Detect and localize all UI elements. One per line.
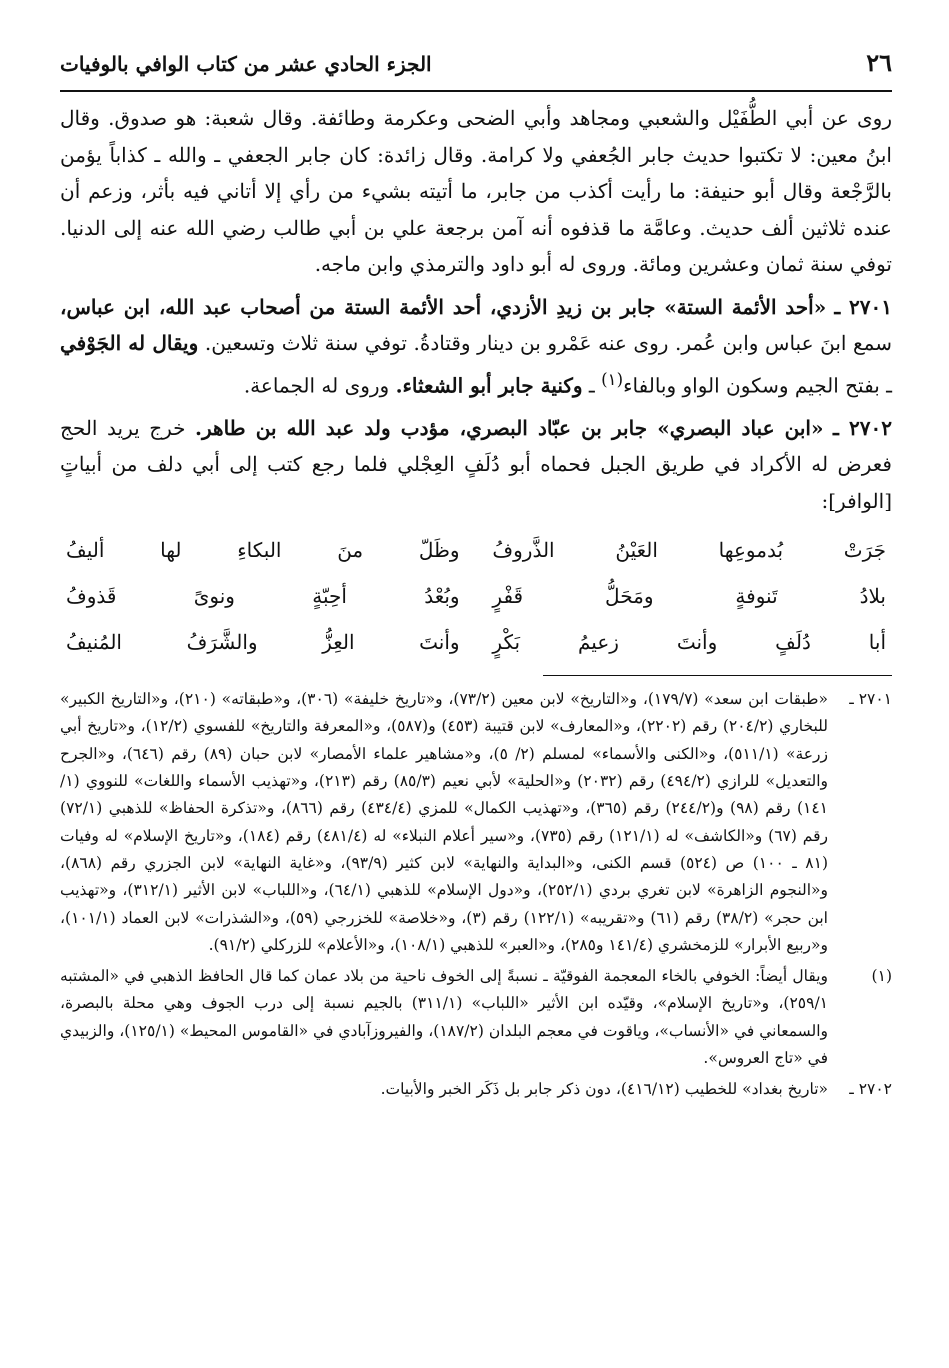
running-title: الجزء الحادي عشر من كتاب الوافي بالوفيات <box>60 52 432 76</box>
poem-verse <box>60 527 892 573</box>
footnote-text: «تاريخ بغداد» للخطيب (٤١٦/١٢)، دون ذكر جابر بل ذَكَر الخبر والأبيات. <box>380 1080 828 1099</box>
entry-2702 <box>60 410 892 520</box>
entry-text: ـ بفتح الجيم وسكون الواو وبالفاء <box>623 373 892 398</box>
book-page <box>60 48 892 1338</box>
poem-verse <box>60 573 892 619</box>
page-number: ٢٦ <box>866 48 892 77</box>
entry-text: سمع ابنَ عباس وابن عُمر. روى عنه عَمْرو بن دينار وقتادةُ. توفي سنة ثلاث وتسعين. <box>198 331 892 355</box>
entry-text: وروى له الجماعة. <box>243 373 396 398</box>
footnote-ref: ٢٧٠١ ـ <box>849 690 892 709</box>
footnote <box>60 686 892 959</box>
verse-first-half: بلادُ تَنوفةٍ ومَحَلُّ قَفْرٍ <box>492 584 886 609</box>
footnote-text: ويقال أيضاً: الخوفي بالخاء المعجمة الفوقيّة ـ نسبةً إلى الخوف ناحية من بلاد عمان كما قال الحافظ الذهبي في «المشتبه ٢٥٩/١)، و«تاريخ الإسلام»، وقيّده ابن الأثير «اللباب» (٣١١/١) بالجيم نسبة إلى درب الجوف وهي محلة بالبصرة، والسمعاني في «الأنساب»، وياقوت في معجم البلدان (١٨٧/٢)، والفيروزآبادي في «القاموس المحيط» (١٢٥/١)، والزبيدي في «تاج العروس». <box>60 967 828 1068</box>
footnote <box>60 963 892 1072</box>
entry-bold-phrase: وكنية جابر أبو الشعثاء. <box>395 373 583 398</box>
footnotes <box>60 686 892 1103</box>
footnote-ref: (١) <box>871 967 892 986</box>
intro-paragraph: روى عن أبي الطُّفَيْل والشعبي ومجاهد وأبي الضحى وعكرمة وطائفة. وقال شعبة: هو صدوق. وقال ابنُ معين: لا تكتبوا حديث جابر الجُعفي ولا كرامة. وقال زائدة: كان جابر الجعفي ـ والله ـ كذاباً يؤمن بالرَّجْعة وقال أبو حنيفة: ما رأيت أكذب من جابر، ما أتيته بشيء من رأي إلا أتاني فيه بأثر، وزعم أن عنده ثلاثين ألف حديث. وعامَّة ما قذفوه أنه آمن برجعة علي بن أبي طالب رضي الله عنه إلى الدنيا. توفي سنة ثمان وعشرين ومائة. وروى له أبو داود والترمذي وابن ماجه. <box>60 106 892 276</box>
page-header <box>60 48 892 92</box>
poem-verse <box>60 619 892 665</box>
footnote-marker[interactable]: (١) <box>601 369 624 389</box>
entry-number: ٢٧٠١ ـ <box>834 294 893 319</box>
verse-second-half: وأنتَ العِزُّ والشَّرَفُ المُنيفُ <box>66 630 460 655</box>
entry-title: «أحد الأئمة الستة» جابر بن زيدِ الأزدي، أحد الأئمة الستة من أصحاب عبد الله، ابن عباس، <box>60 294 827 319</box>
footnote-ref: ٢٧٠٢ ـ <box>849 1080 892 1099</box>
verse-first-half: جَرَتْ بُدموعِها العَيْنُ الذَّروفُ <box>492 538 886 563</box>
entry-number: ٢٧٠٢ ـ <box>833 415 892 440</box>
entry-2701 <box>60 289 892 404</box>
entry-text: خرج يريد الحج فعرض له الأكراد في طريق الجبل فحماه أبو دُلَفٍ العِجْلي فلما رجع كتب إلى أبي دلف من أبياتٍ [الوافر]: <box>60 415 892 513</box>
main-text <box>60 100 892 665</box>
entry-title: «ابن عباد البصري» جابر بن عبّاد البصري، مؤدب ولد عبد الله بن طاهر. <box>195 415 824 440</box>
verse-second-half: وظَلّ منَ البكاءِ لها أليفُ <box>66 538 460 563</box>
footnote-text: «طبقات ابن سعد» (١٧٩/٧)، و«التاريخ» لابن معين (٧٣/٢)، و«تاريخ خليفة» (٣٠٦)، و«طبقاته» (٢١٠)، و«التاريخ الكبير» للبخاري (٢٠٤/٢) رقم (٢٢٠٢)، و«المعارف» لابن قتيبة (٤٥٣) و(٥٨٧)، و«المعرفة والتاريخ» للفسوي (١٢/٢)، و«تاريخ أبي زرعة» (٥١١/١)، و«الكنى والأسماء» لمسلم (٢/ ٥)، و«مشاهير علماء الأمصار» لابن حبان (٨٩) رقم (٦٤٦)، و«الجرح والتعديل» للرازي (٤٩٤/٢) رقم (٢٠٣٢) و«الحلية» لأبي نعيم (٨٥/٣) رقم (٢١٣)، و«تهذيب الأسماء واللغات» للنووي (١/ ١٤١) رقم (٩٨) و(٢٤٤/٢) رقم (٣٦٥)، و«تهذيب الكمال» للمزي (٤٣٤/٤) رقم (٨٦٦)، و«تذكرة الحفاظ» للذهبي (٧٢/١) رقم (٦٧) و«الكاشف» له (١٢١/١) رقم (٧٣٥)، و«سير أعلام النبلاء» له (٤٨١/٤) رقم (١٨٤)، و«تاريخ الإسلام» له وفيات (٨١ ـ ١٠٠) ص (٥٢٤) قسم الكنى، و«البداية والنهاية» لابن كثير (٩٣/٩)، و«غاية النهاية» لابن الجزري رقم (٨٦٨)، و«النجوم الزاهرة» لابن تغري بردي (٢٥٢/١)، و«دول الإسلام» للذهبي (٦٤/١)، و«اللباب» لابن الأثير (٣١٢/١)، و«تهذيب ابن حجر» (٣٨/٢) رقم (٦١) و«تقريبه» (١٢٢/١) رقم (٣)، و«خلاصة» للخزرجي (٥٩)، و«الشذرات» لابن العماد (١٠١/١)، و«ربيع الأبرار» للزمخشري (١٤١/٤ و٢٨٥)، و«العبر» للذهبي (١٠٨/١)، و«الأعلام» للزركلي (٩١/٢). <box>60 690 829 954</box>
verse-first-half: أبا دُلَفٍ وأنتَ زعيمُ بَكْرٍ <box>492 630 886 655</box>
footnote-divider <box>543 675 892 676</box>
poem <box>60 527 892 665</box>
verse-second-half: وبُعْدُ أحِبّةٍ ونوىً قَذوفُ <box>66 584 460 609</box>
entry-text: ـ <box>582 373 602 398</box>
entry-bold-phrase: ويقال له الجَوْفي <box>60 331 199 355</box>
footnote <box>60 1076 892 1103</box>
